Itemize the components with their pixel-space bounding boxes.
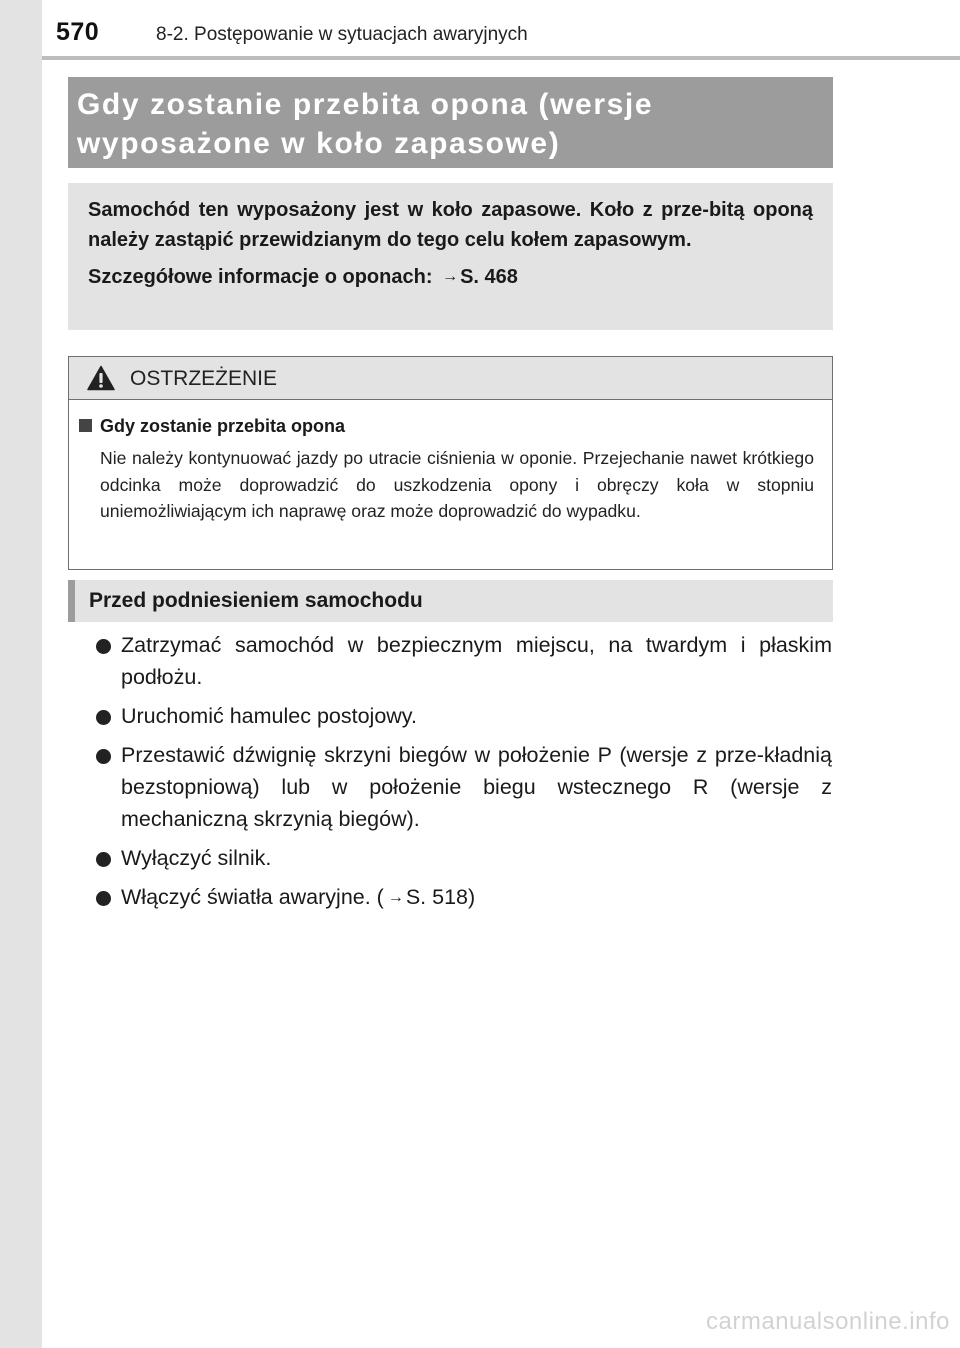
list-item xyxy=(96,629,832,693)
bullet-dot-icon xyxy=(96,639,111,654)
list-item xyxy=(96,881,832,916)
list-item-text: Uruchomić hamulec postojowy. xyxy=(121,704,417,728)
subsection-title: Przed podniesieniem samochodu xyxy=(89,589,423,612)
warning-box xyxy=(68,356,833,570)
subsection-header xyxy=(68,580,833,622)
list-item-text: Zatrzymać samochód w bezpiecznym miejscu, na twardym i płaskim podłożu. xyxy=(121,633,832,689)
intro-panel xyxy=(68,183,833,330)
page-title xyxy=(77,85,815,163)
bullet-dot-icon xyxy=(96,852,111,867)
procedure-list xyxy=(96,629,832,923)
list-item-text: Włączyć światła awaryjne. ( xyxy=(121,885,384,909)
list-item-text: Przestawić dźwignię skrzyni biegów w położenie P (wersje z prze-kładnią bezstopniową) lub w położenie biegu wstecznego R (wersje z mechaniczną skrzynią biegów). xyxy=(121,743,832,831)
intro-text: Samochód ten wyposażony jest w koło zapasowe. Koło z prze-bitą oponą należy zastąpić przewidzianym do tego celu kołem zapasowym. xyxy=(88,199,813,251)
bullet-dot-icon xyxy=(96,710,111,725)
page-title-line-1: Gdy zostanie przebita opona (wersje xyxy=(77,88,654,121)
intro-reference xyxy=(88,263,813,293)
list-item-text: Wyłączyć silnik. xyxy=(121,846,272,870)
page-side-strip xyxy=(0,0,42,1348)
arrow-right-icon: → xyxy=(442,268,459,285)
warning-header xyxy=(69,357,832,400)
page-number: 570 xyxy=(56,18,100,46)
intro-reference-link[interactable]: S. 468 xyxy=(460,266,518,288)
arrow-right-icon: → xyxy=(387,889,404,906)
page-header xyxy=(42,0,960,70)
watermark: carmanualsonline.info xyxy=(706,1308,950,1335)
list-item xyxy=(96,739,832,835)
warning-triangle-icon xyxy=(87,365,115,391)
warning-subheading-text: Gdy zostanie przebita opona xyxy=(100,416,346,436)
subsection-accent xyxy=(68,580,75,622)
list-item xyxy=(96,700,832,732)
warning-text: Nie należy kontynuować jazdy po utracie ciśnienia w oponie. Przejechanie nawet krótkiego odcinka może doprowadzić do uszkodzenia opony i obręczy koła w stopniu uniemożliwiającym ich naprawę oraz może doprowadzić do wypadku. xyxy=(100,448,814,521)
header-divider xyxy=(42,56,960,60)
page-title-line-2: wyposażone w koło zapasowe) xyxy=(77,127,561,160)
bullet-dot-icon xyxy=(96,749,111,764)
bullet-dot-icon xyxy=(96,891,111,906)
list-item-reference-link[interactable]: S. 518) xyxy=(405,885,476,909)
warning-title: OSTRZEŻENIE xyxy=(130,367,278,390)
intro-reference-label: Szczegółowe informacje o oponach: xyxy=(88,266,433,288)
section-label: 8-2. Postępowanie w sytuacjach awaryjnych xyxy=(156,24,528,45)
warning-body xyxy=(69,400,832,525)
page-title-box xyxy=(68,77,833,168)
warning-subheading xyxy=(79,414,814,438)
square-bullet-icon xyxy=(79,419,92,432)
list-item xyxy=(96,842,832,874)
